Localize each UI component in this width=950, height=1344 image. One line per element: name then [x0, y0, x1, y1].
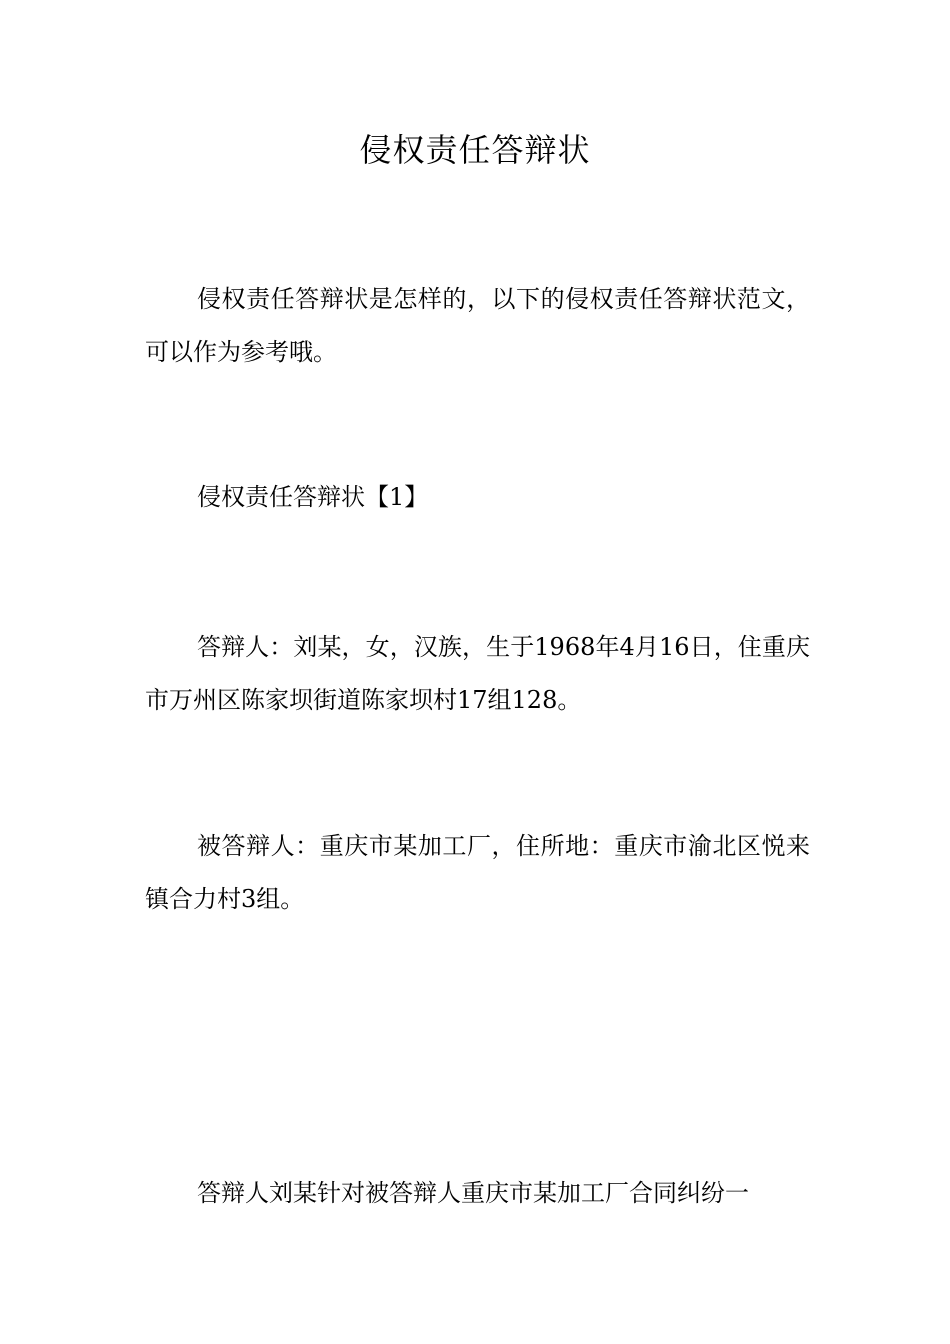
body-paragraph: 答辩人刘某针对被答辩人重庆市某加工厂合同纠纷一	[197, 1179, 749, 1207]
intro-paragraph: 侵权责任答辩状是怎样的，以下的侵权责任答辩状范文，可以作为参考哦。	[145, 285, 810, 366]
respondent-paragraph: 答辩人：刘某，女，汉族，生于1968年4月16日，住重庆市万州区陈家坝街道陈家坝村17组128。	[145, 633, 810, 714]
claimant-paragraph: 被答辩人：重庆市某加工厂，住所地：重庆市渝北区悦来镇合力村3组。	[145, 832, 810, 913]
document-title: 侵权责任答辩状	[359, 131, 591, 169]
section-heading: 侵权责任答辩状【1】	[197, 483, 429, 511]
